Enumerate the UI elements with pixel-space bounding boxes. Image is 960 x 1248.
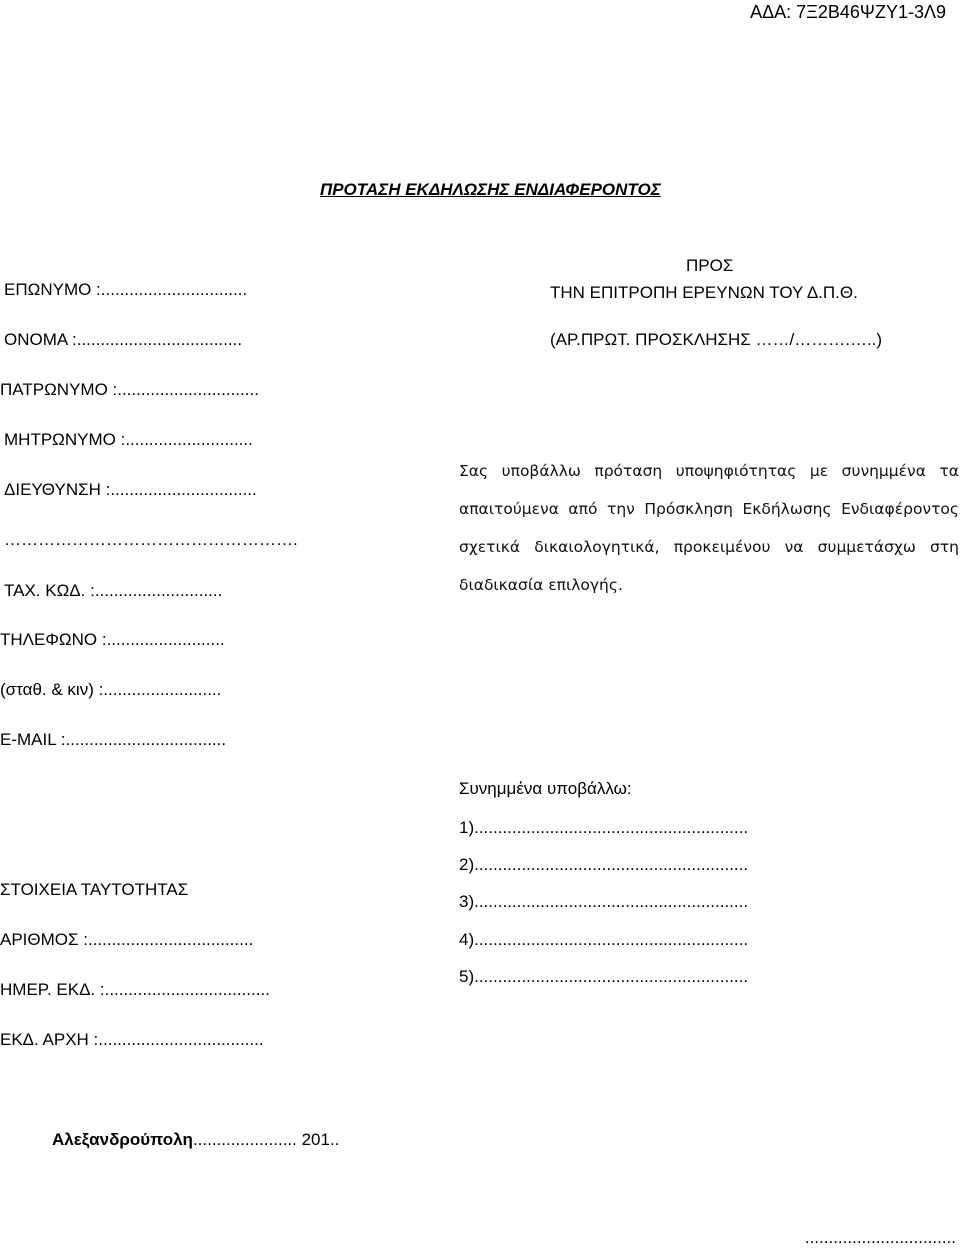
address-continuation-field[interactable]: ……………………………………………. xyxy=(4,530,298,549)
place-date-line xyxy=(52,1130,339,1150)
ada-code: ΑΔΑ: 7Ξ2Β46ΨΖΥ1-3Λ9 xyxy=(750,2,946,22)
email-field[interactable]: E-MAIL :.................................. xyxy=(0,730,227,749)
id-card-heading: ΣΤΟΙΧΕΙΑ ΤΑΥΤΟΤΗΤΑΣ xyxy=(0,880,189,899)
issuing-authority-field[interactable]: ΕΚΔ. ΑΡΧΗ :................................... xyxy=(0,1030,264,1049)
recipient-line-2: ΤΗΝ ΕΠΙΤΡΟΠΗ ΕΡΕΥΝΩΝ ΤΟΥ Δ.Π.Θ. xyxy=(550,283,858,302)
postal-code-field[interactable]: ΤΑΧ. ΚΩΔ. :........................... xyxy=(4,581,223,600)
signature-line[interactable]: ................................ xyxy=(804,1228,956,1247)
mother-name-field[interactable]: ΜΗΤΡΩΝΥΜΟ :........................... xyxy=(4,430,253,449)
recipient-line-3: (ΑΡ.ΠΡΩΤ. ΠΡΟΣΚΛΗΣΗΣ ……/……….…..) xyxy=(550,330,883,349)
attachment-item[interactable]: 4).......................................................... xyxy=(459,930,749,949)
name-field[interactable]: ΟΝΟΜΑ :................................... xyxy=(4,330,243,349)
place-name: Αλεξανδρούπολη xyxy=(52,1130,193,1149)
request-paragraph: Σας υποβάλλω πρόταση υποψηφιότητας με συνημμένα τα απαιτούμενα από την Πρόσκληση Εκδήλωσης Ενδιαφέροντος σχετικά δικαιολογητικά, προκειμένου να συμμετάσχω στη διαδικασία επιλογής. xyxy=(459,462,959,594)
attachment-item[interactable]: 5).......................................................... xyxy=(459,967,749,986)
recipient-line-1: ΠΡΟΣ xyxy=(686,256,734,275)
attachment-item[interactable]: 3).......................................................... xyxy=(459,892,749,911)
issue-date-field[interactable]: ΗΜΕΡ. ΕΚΔ. :................................... xyxy=(0,980,270,999)
id-number-field[interactable]: ΑΡΙΘΜΟΣ :................................... xyxy=(0,930,254,949)
attachments-heading: Συνημμένα υποβάλλω: xyxy=(459,779,632,798)
father-name-field[interactable]: ΠΑΤΡΩΝΥΜΟ :.............................. xyxy=(0,380,259,399)
phone-field[interactable]: ΤΗΛΕΦΩΝΟ :......................... xyxy=(0,630,225,649)
document-title: ΠΡΟΤΑΣΗ ΕΚΔΗΛΩΣΗΣ ΕΝΔΙΑΦΕΡΟΝΤΟΣ xyxy=(320,180,661,199)
date-blank[interactable]: ...................... 201.. xyxy=(192,1130,340,1149)
address-field[interactable]: ΔΙΕΥΘΥΝΣΗ :............................... xyxy=(4,480,257,499)
attachment-item[interactable]: 2).......................................................... xyxy=(459,855,749,874)
surname-field[interactable]: ΕΠΩΝΥΜΟ :............................... xyxy=(4,280,248,299)
phone-type-field[interactable]: (σταθ. & κιν) :......................... xyxy=(0,680,222,699)
attachment-item[interactable]: 1).......................................................... xyxy=(459,818,749,837)
